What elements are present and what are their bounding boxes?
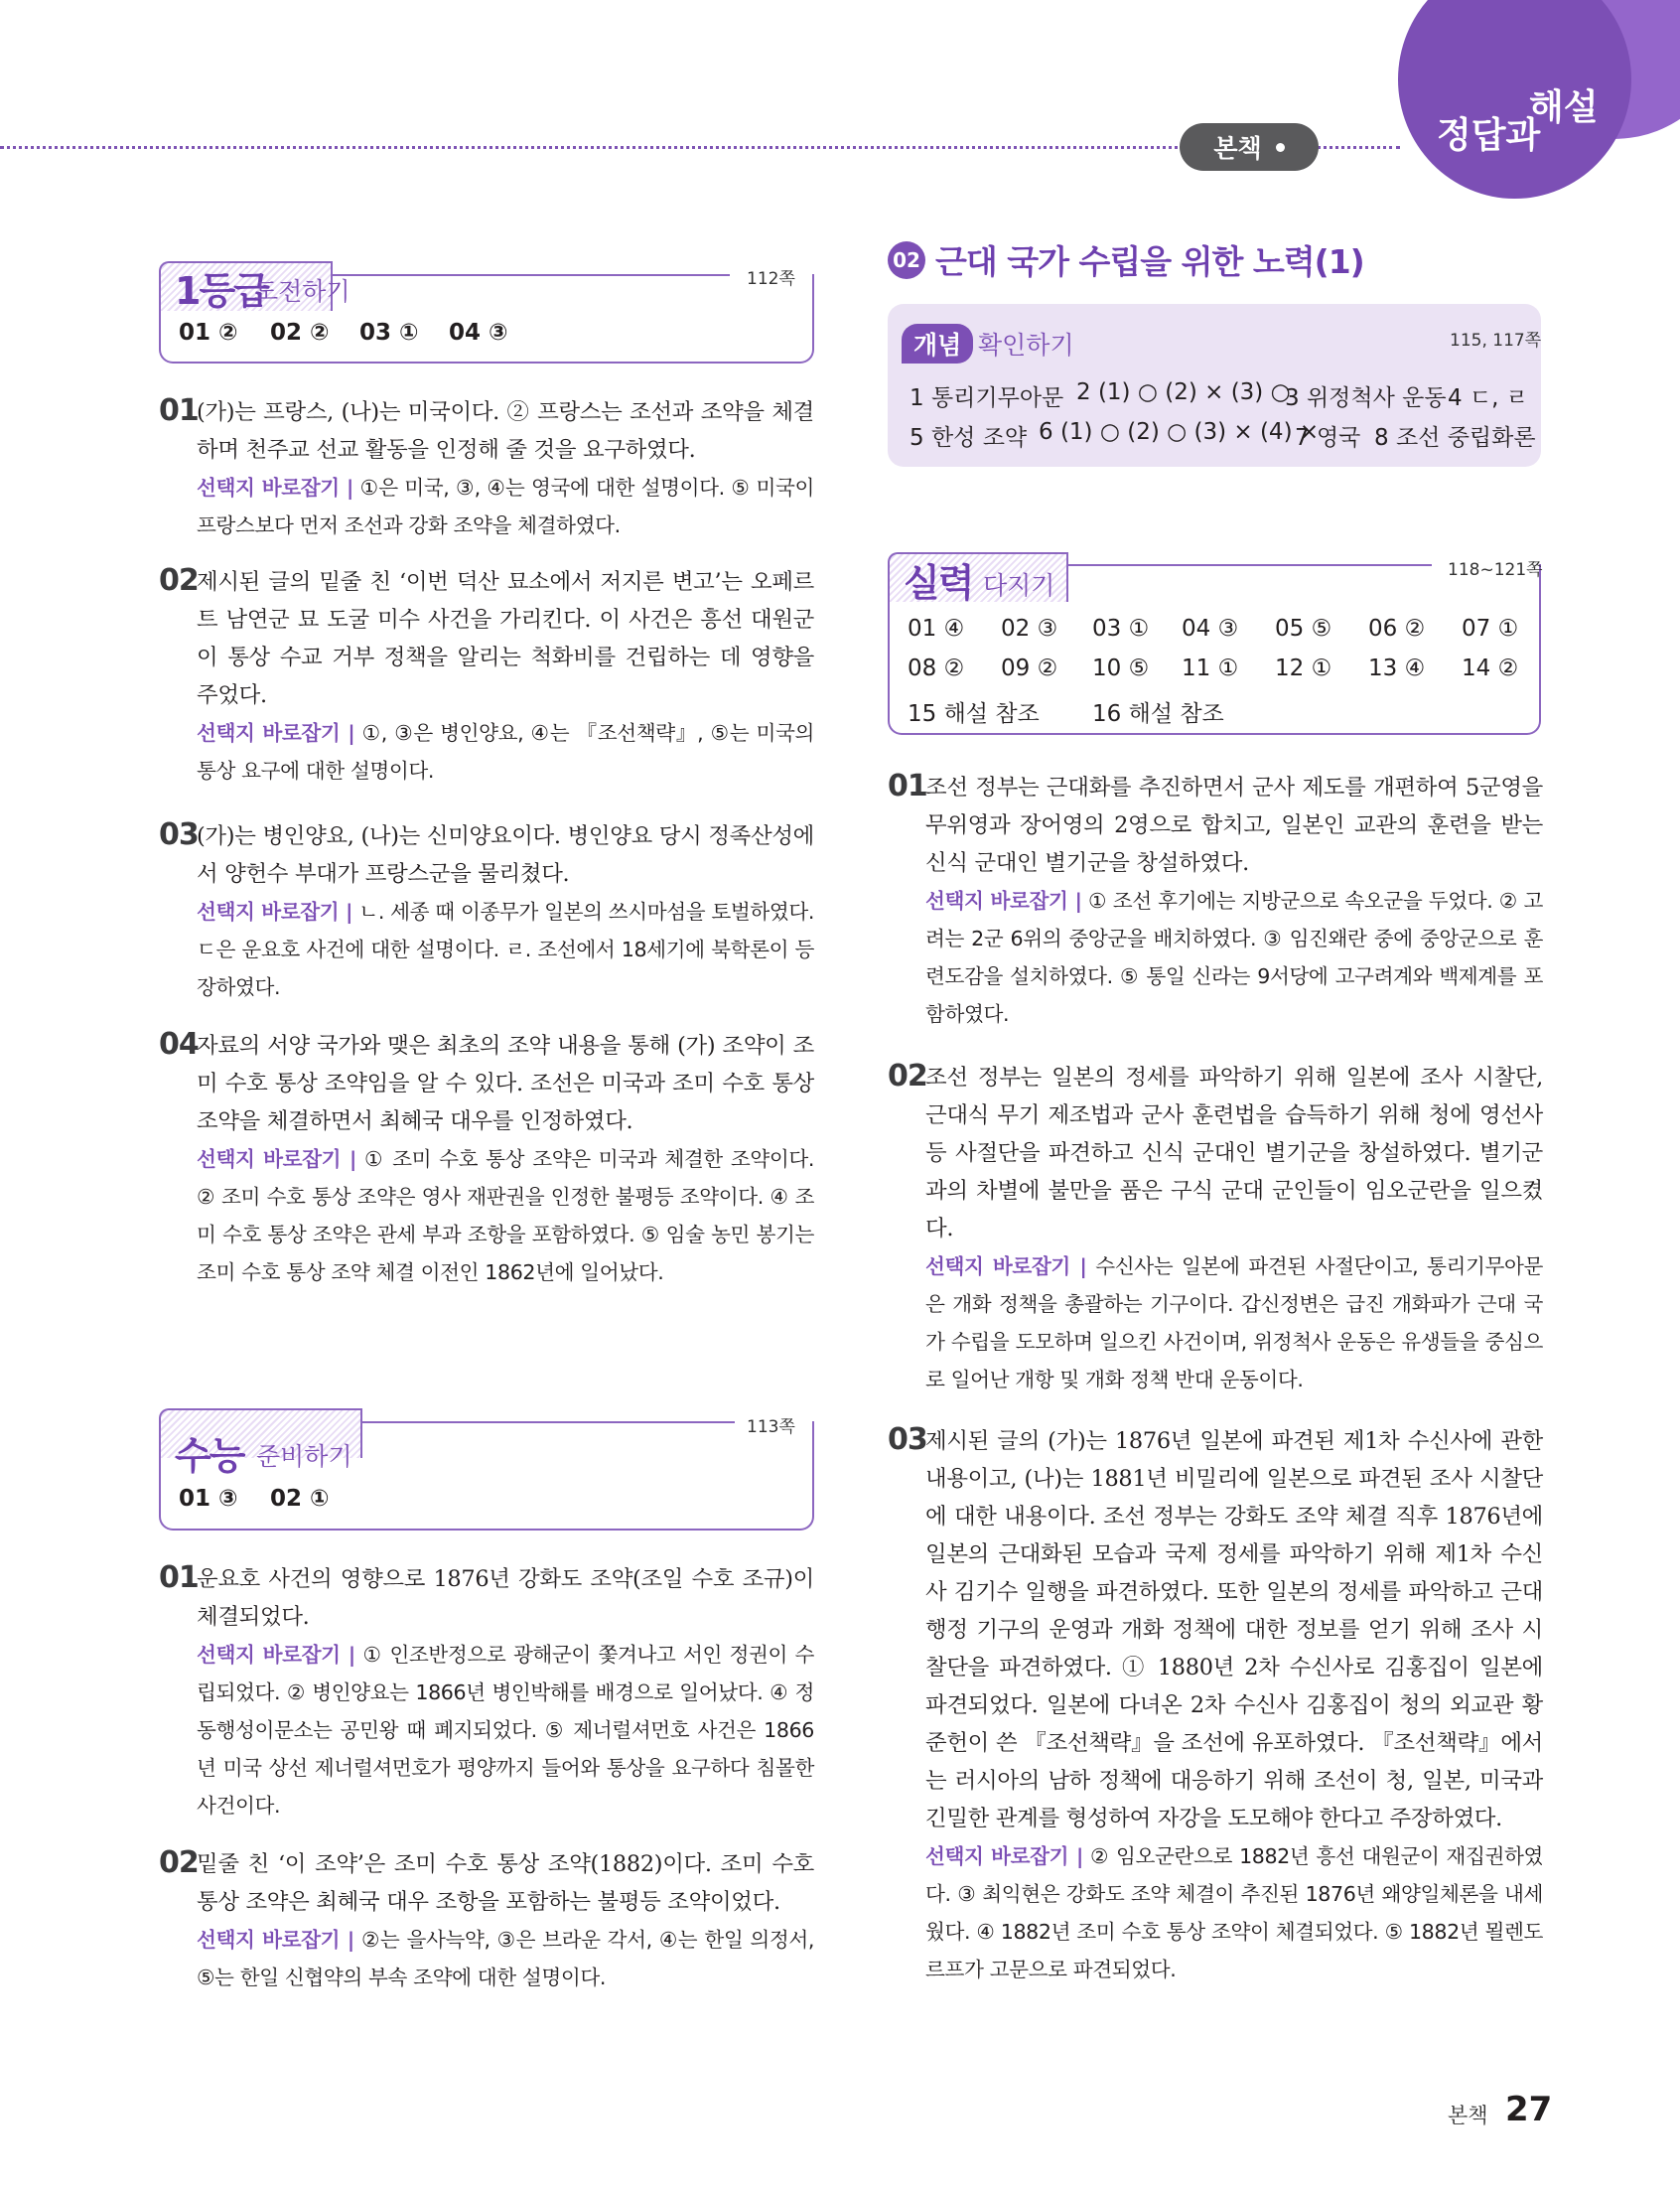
challenge-title: 1등급 bbox=[175, 269, 268, 313]
skill-answer: 03 ① bbox=[1092, 616, 1150, 642]
skill-answer: 05 ⑤ bbox=[1275, 616, 1332, 642]
book-label: 본책 bbox=[1213, 134, 1262, 163]
question-explanation bbox=[925, 1247, 1543, 1398]
skill-question-02 bbox=[888, 1059, 1543, 1398]
explanation-text: 수신사는 일본에 파견된 사절단이고, 통리기무아문은 개화 정책을 총괄하는 기구이다. 갑신정변은 급진 개화파가 근대 국가 수립을 도모하며 일으킨 사건이며, 위정척사 운동은 유생들을 중심으로 일어난 개항 및 개화 정책 반대 운동이다. bbox=[925, 1254, 1543, 1391]
concept-subtitle: 확인하기 bbox=[978, 331, 1074, 360]
question-text: 제시된 글의 (가)는 1876년 일본에 파견된 제1차 수신사에 관한 내용이고, (나)는 1881년 비밀리에 일본으로 파견된 조사 시찰단에 대한 내용이다. 조선 정부는 강화도 조약 체결 직후 1876년에 일본의 근대화된 모습과 국제 정세를 파악하기 위해 제1차 수신사 김기수 일행을 파견하였다. 또한 일본의 정세를 파악하고 근대 행정 기구의 운영과 개화 정책에 대한 정보를 얻기 위해 조사 시찰단을 파견하였다. ① 1880년 2차 수신사로 김홍집이 일본에 파견되었다. 일본에 다녀온 2차 수신사 김홍집이 청의 외교관 황준헌이 쓴 『조선책략』을 조선에 유포하였다. 『조선책략』에서는 러시아의 남하 정책에 대응하기 위해 조선이 청, 일본, 미국과 긴밀한 관계를 형성하여 자강을 도모해야 한다고 주장하였다. bbox=[925, 1428, 1543, 1831]
question-number: 01 bbox=[888, 769, 927, 803]
skill-answer: 12 ① bbox=[1275, 656, 1332, 681]
question-explanation bbox=[197, 714, 814, 790]
corner-title-1: 정답과 bbox=[1437, 115, 1541, 156]
skill-answer: 14 ② bbox=[1462, 656, 1519, 681]
page-number: 27 bbox=[1505, 2090, 1553, 2129]
question-text: (가)는 프랑스, (나)는 미국이다. ② 프랑스는 조선과 조약을 체결하며 천주교 선교 활동을 인정해 줄 것을 요구하였다. bbox=[197, 399, 814, 463]
skill-answer: 01 ④ bbox=[908, 616, 965, 642]
suneung-page: 113쪽 bbox=[747, 1417, 795, 1437]
question-number: 02 bbox=[888, 1059, 927, 1094]
concept-answer: 2 (1) ○ (2) × (3) ○ bbox=[1076, 379, 1291, 405]
suneung-answer: 02 ① bbox=[270, 1486, 330, 1512]
concept-answer: 3 위정척사 운동 bbox=[1285, 385, 1447, 411]
concept-answer: 7 영국 bbox=[1295, 425, 1361, 451]
question-number: 01 bbox=[159, 393, 199, 428]
concept-head: 개념 bbox=[902, 324, 973, 364]
skill-answer: 09 ② bbox=[1001, 656, 1058, 681]
challenge-question-04 bbox=[159, 1027, 814, 1291]
question-explanation bbox=[197, 1636, 814, 1824]
explanation-text: ㄴ. 세종 때 이종무가 일본의 쓰시마섬을 토벌하였다. ㄷ은 운요호 사건에 대한 설명이다. ㄹ. 조선에서 18세기에 북학론이 등장하였다. bbox=[197, 900, 814, 999]
skill-answer: 10 ⑤ bbox=[1092, 656, 1150, 681]
suneung-question-02 bbox=[159, 1845, 814, 1996]
explanation-text: ②는 을사늑약, ③은 브라운 각서, ④는 한일 의정서, ⑤는 한일 신협약의 부속 조약에 대한 설명이다. bbox=[197, 1928, 814, 1989]
skill-answer: 13 ④ bbox=[1368, 656, 1426, 681]
challenge-answer: 02 ② bbox=[270, 320, 330, 346]
explanation-text: ①은 미국, ③, ④는 영국에 대한 설명이다. ⑤ 미국이 프랑스보다 먼저 조선과 강화 조약을 체결하였다. bbox=[197, 476, 814, 537]
challenge-answer: 04 ③ bbox=[449, 320, 508, 346]
question-explanation bbox=[197, 893, 814, 1006]
question-explanation bbox=[925, 882, 1543, 1033]
section-title: 근대 국가 수립을 위한 노력(1) bbox=[935, 242, 1364, 281]
challenge-page: 112쪽 bbox=[747, 269, 795, 289]
concept-answer: 1 통리기무아문 bbox=[910, 385, 1064, 411]
explanation-text: ①, ③은 병인양요, ④는 『조선책략』, ⑤는 미국의 통상 요구에 대한 설명이다. bbox=[197, 721, 814, 783]
pill-dot-icon bbox=[1276, 143, 1285, 152]
question-explanation bbox=[925, 1837, 1543, 1988]
question-explanation bbox=[197, 1921, 814, 1996]
fix-choice-tag: 선택지 바로잡기 | bbox=[197, 900, 353, 924]
explanation-text: ① 조선 후기에는 지방군으로 속오군을 두었다. ② 고려는 2군 6위의 중앙군을 배치하였다. ③ 임진왜란 중에 중앙군으로 훈련도감을 설치하였다. ⑤ 통일 신라는 9서당에 고구려계와 백제계를 포함하였다. bbox=[925, 889, 1543, 1026]
concept-page: 115, 117쪽 bbox=[1450, 331, 1542, 351]
fix-choice-tag: 선택지 바로잡기 | bbox=[197, 1147, 356, 1171]
fix-choice-tag: 선택지 바로잡기 | bbox=[197, 1928, 354, 1952]
concept-answer: 6 (1) ○ (2) ○ (3) × (4) × bbox=[1039, 419, 1320, 445]
explanation-text: ① 인조반정으로 광해군이 쫓겨나고 서인 정권이 수립되었다. ② 병인양요는 1866년 병인박해를 배경으로 일어났다. ④ 정동행성이문소는 공민왕 때 폐지되었다. ⑤ 제너럴셔먼호 사건은 1866년 미국 상선 제너럴셔먼호가 평양까지 들어와 통상을 요구하다 침몰한 사건이다. bbox=[197, 1643, 814, 1818]
suneung-subtitle: 준비하기 bbox=[256, 1442, 352, 1471]
question-explanation bbox=[197, 469, 814, 544]
skill-answer: 16 해설 참조 bbox=[1092, 701, 1224, 727]
skill-answer: 07 ① bbox=[1462, 616, 1519, 642]
challenge-answer: 03 ① bbox=[359, 320, 419, 346]
question-text: 조선 정부는 일본의 정세를 파악하기 위해 일본에 조사 시찰단, 근대식 무기 제조법과 군사 훈련법을 습득하기 위해 청에 영선사 등 사절단을 파견하고 신식 군대인 별기군을 창설하였다. 별기군과의 차별에 불만을 품은 구식 군대 군인들이 임오군란을 일으켰다. bbox=[925, 1065, 1543, 1241]
question-text: 운요호 사건의 영향으로 1876년 강화도 조약(조일 수호 조규)이 체결되었다. bbox=[197, 1566, 814, 1630]
skill-title: 실력 bbox=[904, 561, 973, 605]
challenge-answer: 01 ② bbox=[179, 320, 238, 346]
suneung-title: 수능 bbox=[175, 1434, 244, 1478]
fix-choice-tag: 선택지 바로잡기 | bbox=[925, 1254, 1087, 1278]
corner-title-2: 해설 bbox=[1529, 87, 1599, 128]
suneung-question-01 bbox=[159, 1560, 814, 1824]
concept-answer: 4 ㄷ, ㄹ bbox=[1448, 385, 1529, 411]
skill-answer: 04 ③ bbox=[1182, 616, 1239, 642]
skill-answer: 15 해설 참조 bbox=[908, 701, 1040, 727]
fix-choice-tag: 선택지 바로잡기 | bbox=[925, 1844, 1083, 1868]
book-label-pill bbox=[1180, 123, 1319, 171]
section-number-badge: 02 bbox=[888, 241, 925, 279]
fix-choice-tag: 선택지 바로잡기 | bbox=[197, 1643, 355, 1667]
question-text: 자료의 서양 국가와 맺은 최초의 조약 내용을 통해 (가) 조약이 조미 수호 통상 조약임을 알 수 있다. 조선은 미국과 조미 수호 통상 조약을 체결하면서 최혜국 대우를 인정하였다. bbox=[197, 1033, 814, 1134]
suneung-answer: 01 ③ bbox=[179, 1486, 238, 1512]
skill-question-03 bbox=[888, 1422, 1543, 1988]
fix-choice-tag: 선택지 바로잡기 | bbox=[197, 721, 355, 745]
skill-answer: 08 ② bbox=[908, 656, 965, 681]
question-text: 제시된 글의 밑줄 친 ‘이번 덕산 묘소에서 저지른 변고’는 오페르트 남연군 묘 도굴 미수 사건을 가리킨다. 이 사건은 흥선 대원군이 통상 수교 거부 정책을 알리는 척화비를 건립하는 데 영향을 주었다. bbox=[197, 569, 814, 708]
challenge-question-02 bbox=[159, 563, 814, 790]
question-text: 밑줄 친 ‘이 조약’은 조미 수호 통상 조약(1882)이다. 조미 수호 통상 조약은 최혜국 대우 조항을 포함하는 불평등 조약이었다. bbox=[197, 1851, 814, 1915]
skill-subtitle: 다지기 bbox=[983, 571, 1055, 600]
question-number: 04 bbox=[159, 1027, 199, 1062]
challenge-subtitle: 도전하기 bbox=[254, 277, 350, 306]
skill-page: 118~121쪽 bbox=[1448, 560, 1543, 580]
footer-book-label: 본책 bbox=[1448, 2104, 1488, 2127]
challenge-question-03 bbox=[159, 817, 814, 1006]
concept-answer: 5 한성 조약 bbox=[910, 425, 1028, 451]
question-number: 02 bbox=[159, 1845, 199, 1880]
question-number: 01 bbox=[159, 1560, 199, 1595]
skill-answer: 02 ③ bbox=[1001, 616, 1058, 642]
explanation-text: ② 임오군란으로 1882년 흥선 대원군이 재집권하였다. ③ 최익현은 강화도 조약 체결이 추진된 1876년 왜양일체론을 내세웠다. ④ 1882년 조미 수호 통상 조약이 체결되었다. ⑤ 1882년 묄렌도르프가 고문으로 파견되었다. bbox=[925, 1844, 1543, 1981]
question-text: 조선 정부는 근대화를 추진하면서 군사 제도를 개편하여 5군영을 무위영과 장어영의 2영으로 합치고, 일본인 교관의 훈련을 받는 신식 군대인 별기군을 창설하였다. bbox=[925, 775, 1543, 876]
fix-choice-tag: 선택지 바로잡기 | bbox=[925, 889, 1082, 913]
skill-answer: 11 ① bbox=[1182, 656, 1239, 681]
question-text: (가)는 병인양요, (나)는 신미양요이다. 병인양요 당시 정족산성에서 양헌수 부대가 프랑스군을 물리쳤다. bbox=[197, 823, 814, 887]
question-number: 03 bbox=[888, 1422, 927, 1457]
question-number: 02 bbox=[159, 563, 199, 598]
question-explanation bbox=[197, 1140, 814, 1291]
challenge-question-01 bbox=[159, 393, 814, 544]
skill-question-01 bbox=[888, 769, 1543, 1033]
concept-answer: 8 조선 중립화론 bbox=[1374, 425, 1536, 451]
explanation-text: ① 조미 수호 통상 조약은 미국과 체결한 조약이다. ② 조미 수호 통상 조약은 영사 재판권을 인정한 불평등 조약이다. ④ 조미 수호 통상 조약은 관세 부과 조항을 포함하였다. ⑤ 임술 농민 봉기는 조미 수호 통상 조약 체결 이전인 1862년에 일어났다. bbox=[197, 1147, 814, 1284]
skill-answer: 06 ② bbox=[1368, 616, 1426, 642]
question-number: 03 bbox=[159, 817, 199, 852]
fix-choice-tag: 선택지 바로잡기 | bbox=[197, 476, 354, 500]
